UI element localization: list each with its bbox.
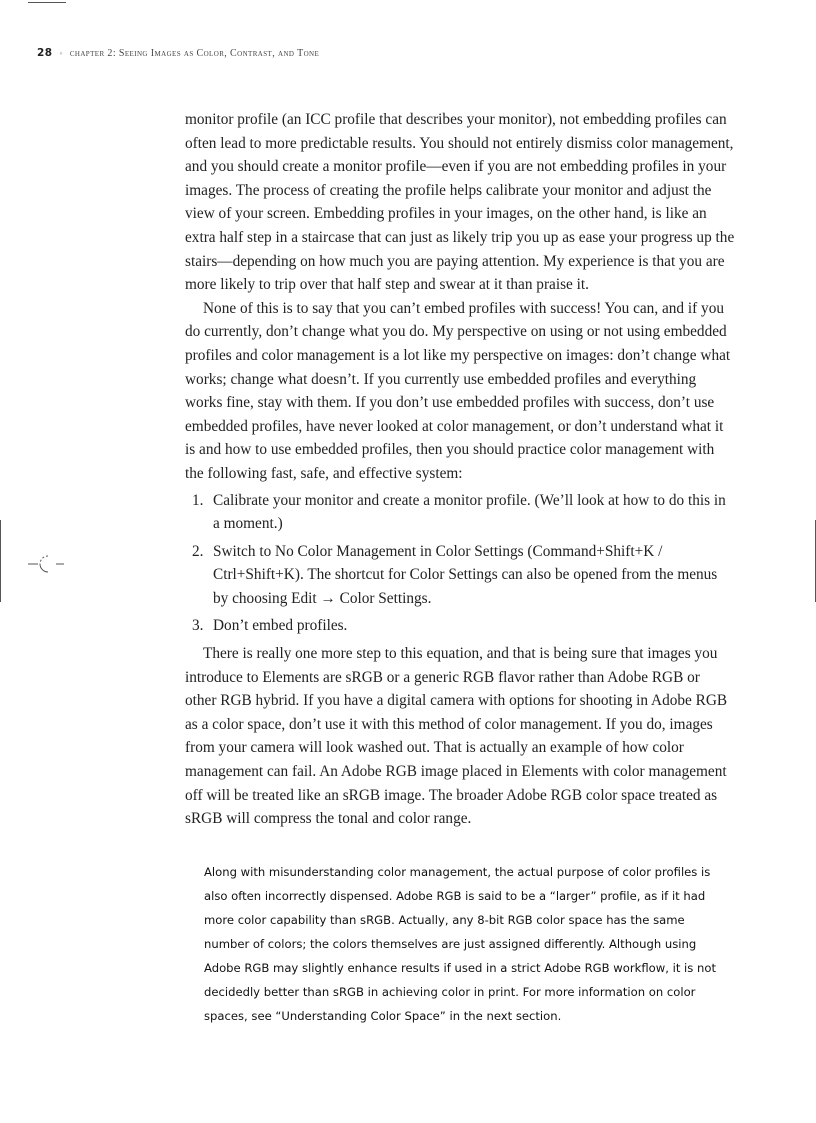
- list-item: [185, 489, 735, 536]
- list-item-text: Don’t embed profiles.: [213, 617, 348, 635]
- page-number: 28: [37, 47, 53, 59]
- list-item: [185, 614, 735, 638]
- list-item-number: 1.: [192, 491, 204, 509]
- body-paragraph-2: None of this is to say that you can’t embed profiles with success! You can, and if you do currently, don’t change what you do. My perspective on using or not using embedded profiles and color management is a lot like my perspective on images: don’t change what works; change what doesn’t. If you currently use embedded profiles and everything works fine, stay with them. If you don’t use embedded profiles with success, don’t use embedded profiles, have never looked at color management, or don’t understand what it is and how to use embedded profiles, then you should practice color management with the following fast, safe, and effective system:: [185, 299, 731, 482]
- separator-icon: ◦: [59, 48, 63, 58]
- list-item: [185, 540, 735, 611]
- chapter-title: chapter 2: Seeing Images as Color, Contrast, and Tone: [69, 48, 320, 59]
- crop-mark-left-edge: [0, 520, 1, 602]
- registration-mark-icon: [26, 550, 70, 574]
- body-paragraph-1: monitor profile (an ICC profile that describes your monitor), not embedding profiles can often lead to more predictable results. You should not entirely dismiss color management, and you should create a monitor profile—even if you are not embedding profiles in your images. The process of creating the profile helps calibrate your monitor and adjust the view of your screen. Embedding profiles in your images, on the other hand, is like an extra half step in a staircase that can just as likely trip you up as ease your progress up the stairs—depending on how much you are paying attention. My experience is that you are more likely to trip over that half step and swear at it than praise it.: [185, 111, 735, 294]
- list-item-text: Calibrate your monitor and create a monitor profile. (We’ll look at how to do this in a moment.): [213, 491, 726, 533]
- list-item-number: 3.: [192, 617, 204, 635]
- crop-mark-top: [28, 2, 66, 3]
- body-paragraph-3: There is really one more step to this equation, and that is being sure that images you introduce to Elements are sRGB or a generic RGB flavor rather than Adobe RGB or other RGB hybrid. If you have a digital camera with options for shooting in Adobe RGB as a color space, don’t use it with this method of color management. If you do, images from your camera will look washed out. That is actually an example of how color management can fail. An Adobe RGB image placed in Elements with color management off will be treated like an sRGB image. The broader Adobe RGB color space treated as sRGB will compress the tonal and color range.: [185, 645, 728, 828]
- list-item-text: Switch to No Color Management in Color Settings (Command+Shift+K / Ctrl+Shift+K). The shortcut for Color Settings can also be opened from the menus by choosing Edit → Color Settings.: [213, 542, 718, 607]
- steps-list: [185, 489, 735, 639]
- note-text: Along with misunderstanding color management, the actual purpose of color profiles is also often incorrectly dispensed. Adobe RGB is said to be a “larger” profile, as if it had more color capability than sRGB. Actually, any 8-bit RGB color space has the same number of colors; the colors themselves are just assigned differently. Although using Adobe RGB may slightly enhance results if used in a strict Adobe RGB workflow, it is not decidedly better than sRGB in achieving color in print. For more information on color spaces, see “Understanding Color Space” in the next section.: [204, 865, 716, 1023]
- running-head: [37, 47, 319, 59]
- body-text: [185, 108, 735, 831]
- sidebar-note: [204, 860, 724, 1028]
- list-item-number: 2.: [192, 542, 204, 560]
